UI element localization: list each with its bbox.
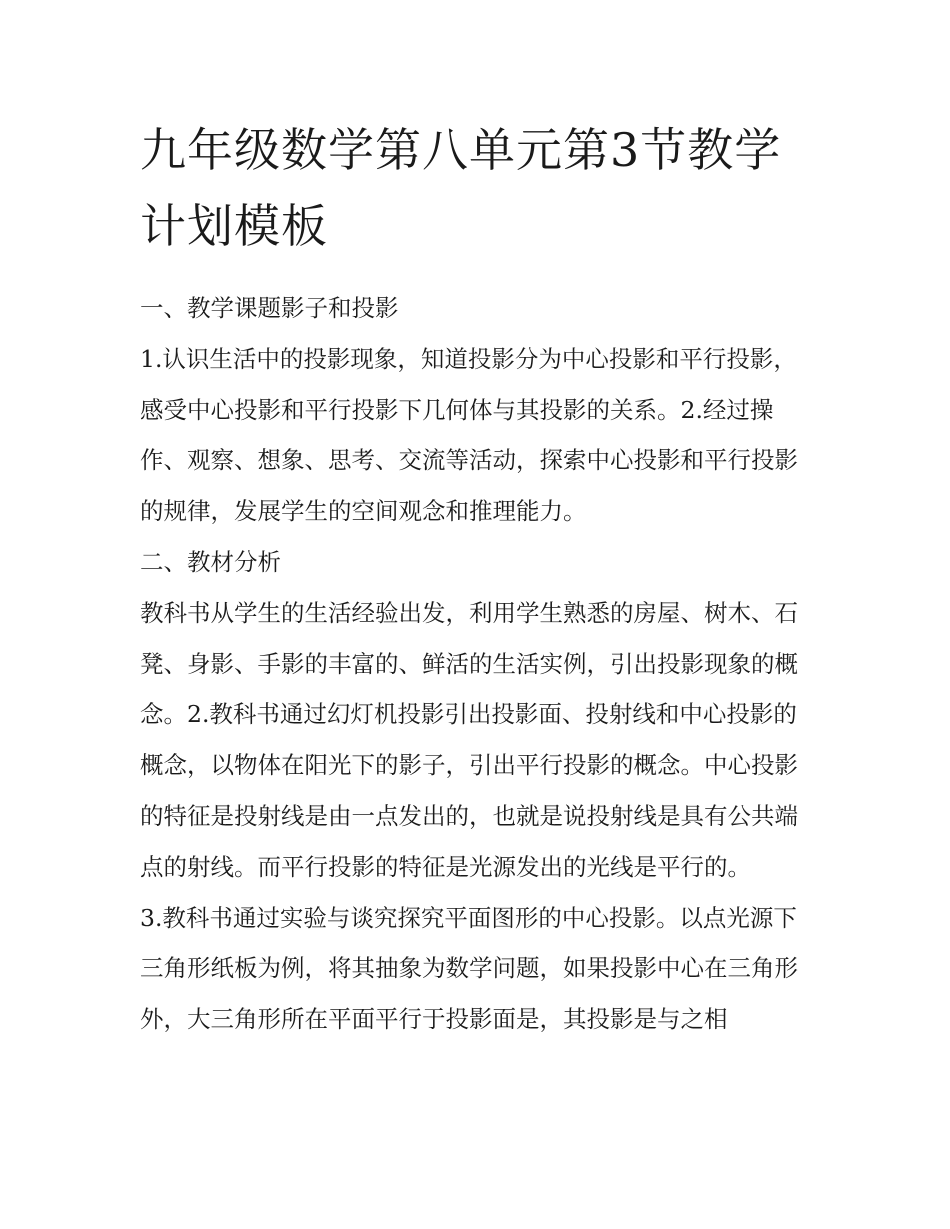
document-body — [140, 283, 815, 1045]
document-title: 九年级数学第八单元第3节教学计划模板 — [140, 123, 782, 253]
section-heading-analysis: 二、教材分析 — [140, 547, 281, 576]
paragraph-experiment: 3.教科书通过实验与谈究探究平面图形的中心投影。以点光源下三角形纸板为例，将其抽象为数学问题，如果投影中心在三角形外，大三角形所在平面平行于投影面是，其投影是与之相 — [140, 903, 798, 1034]
section-heading-topic: 一、教学课题影子和投影 — [140, 294, 399, 322]
paragraph-objectives: 1.认识生活中的投影现象，知道投影分为中心投影和平行投影，感受中心投影和平行投影下几何体与其投影的关系。2.经过操作、观察、想象、思考、交流等活动，探索中心投影和平行投影的规律，发展学生的空间观念和推理能力。 — [140, 344, 798, 526]
paragraph-analysis: 教科书从学生的生活经验出发，利用学生熟悉的房屋、树木、石凳、身影、手影的丰富的、鲜活的生活实例，引出投影现象的概念。2.教科书通过幻灯机投影引出投影面、投射线和中心投影的概念，以物体在阳光下的影子，引出平行投影的概念。中心投影的特征是投射线是由一点发出的，也就是说投射线是具有公共端点的射线。而平行投影的特征是光源发出的光线是平行的。 — [140, 598, 798, 881]
